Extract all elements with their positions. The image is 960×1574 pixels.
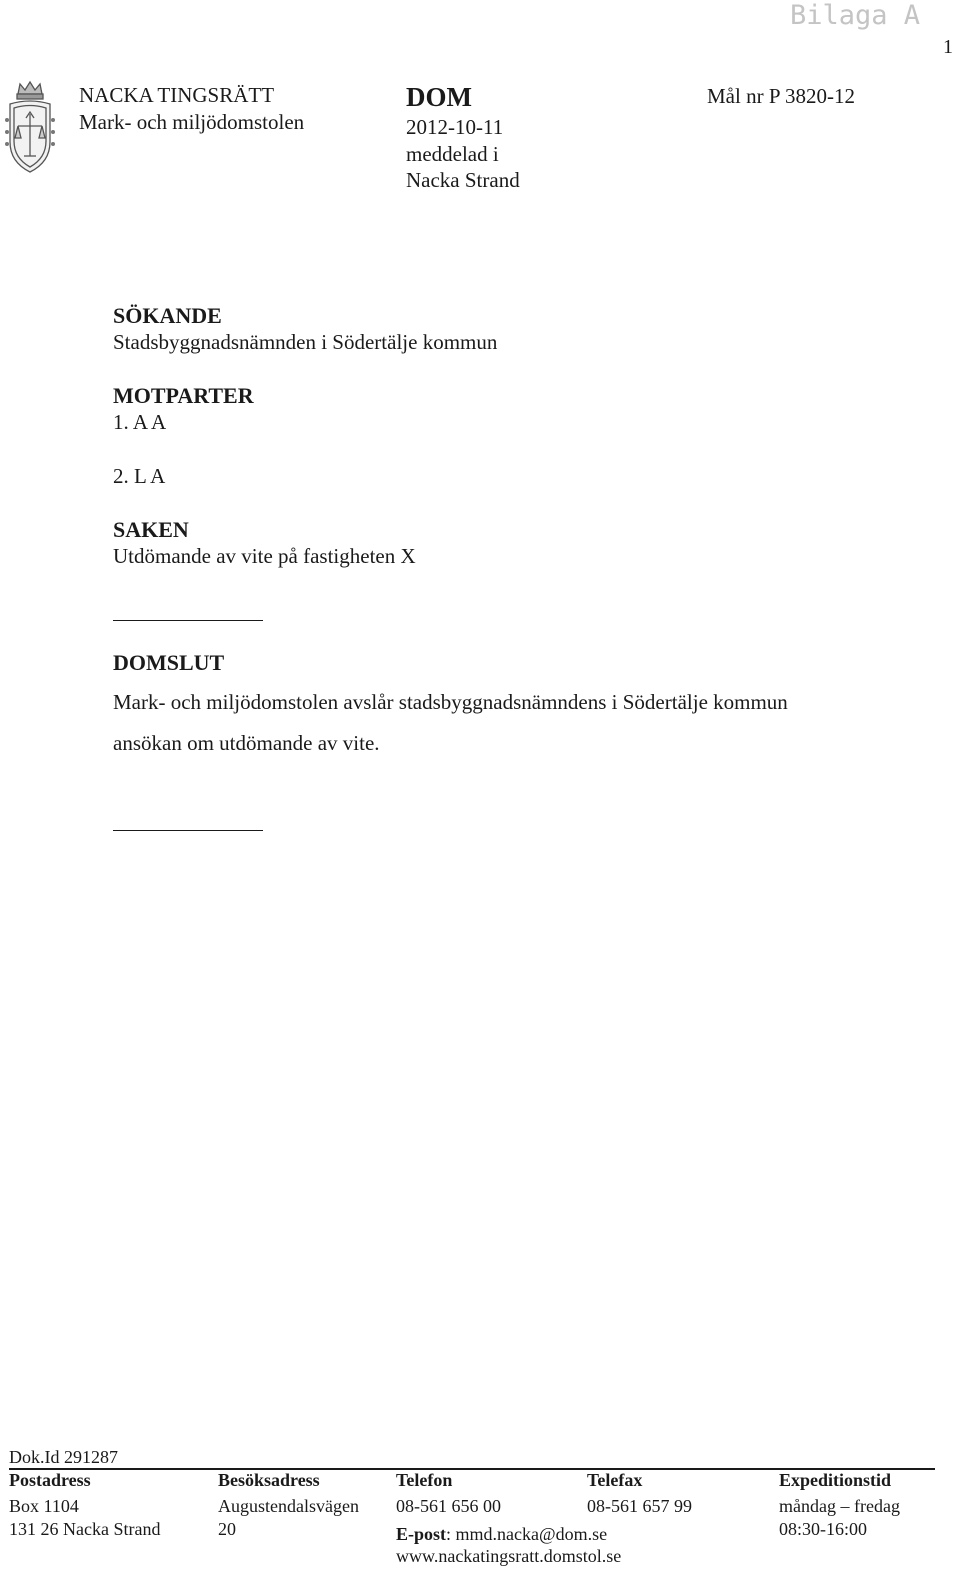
applicant-heading: SÖKANDE [113,303,222,328]
case-heading: SAKEN [113,517,189,542]
hours-heading: Expeditionstid [779,1470,892,1490]
document-date: 2012-10-11 [406,115,504,139]
email-address[interactable]: mmd.nacka@dom.se [455,1524,608,1544]
document-id: Dok.Id 291287 [9,1447,118,1467]
ruling-text-line-2: ansökan om utdömande av vite. [113,731,380,755]
visit-heading: Besöksadress [218,1470,320,1490]
email-row: E-post: mmd.nacka@dom.se [396,1524,608,1544]
court-department: Mark- och miljödomstolen [79,110,305,134]
case-subject: Utdömande av vite på fastigheten X [113,544,416,568]
end-divider [113,830,263,831]
respondent-1: 1. A A [113,410,167,434]
hours-time: 08:30-16:00 [779,1519,867,1539]
postal-heading: Postadress [9,1470,91,1490]
fax-heading: Telefax [587,1470,643,1490]
issued-place: Nacka Strand [406,168,520,192]
ruling-text-line-1: Mark- och miljödomstolen avslår stadsbyggnadsnämndens i Södertälje kommun [113,690,788,714]
postal-line-2: 131 26 Nacka Strand [9,1519,161,1539]
hours-days: måndag – fredag [779,1496,900,1516]
applicant-name: Stadsbyggnadsnämnden i Södertälje kommun [113,330,498,354]
bilaga-stamp: Bilaga A [790,0,921,31]
fax-number: 08-561 657 99 [587,1496,692,1516]
visit-line-2: 20 [218,1519,236,1539]
website-link[interactable]: www.nackatingsratt.domstol.se [396,1546,622,1566]
visit-line-1: Augustendalsvägen [218,1496,359,1516]
page-number: 1 [943,36,953,58]
phone-number: 08-561 656 00 [396,1496,501,1516]
case-number: Mål nr P 3820-12 [707,84,855,108]
court-name: NACKA TINGSRÄTT [79,83,275,107]
postal-line-1: Box 1104 [9,1496,79,1516]
document-type: DOM [406,82,472,112]
phone-heading: Telefon [396,1470,453,1490]
respondents-heading: MOTPARTER [113,383,254,408]
issued-label: meddelad i [406,142,499,166]
respondent-2: 2. L A [113,464,166,488]
ruling-heading: DOMSLUT [113,650,225,675]
coat-of-arms-logo [4,80,56,174]
email-label: E-post [396,1524,447,1544]
section-divider [113,620,263,621]
